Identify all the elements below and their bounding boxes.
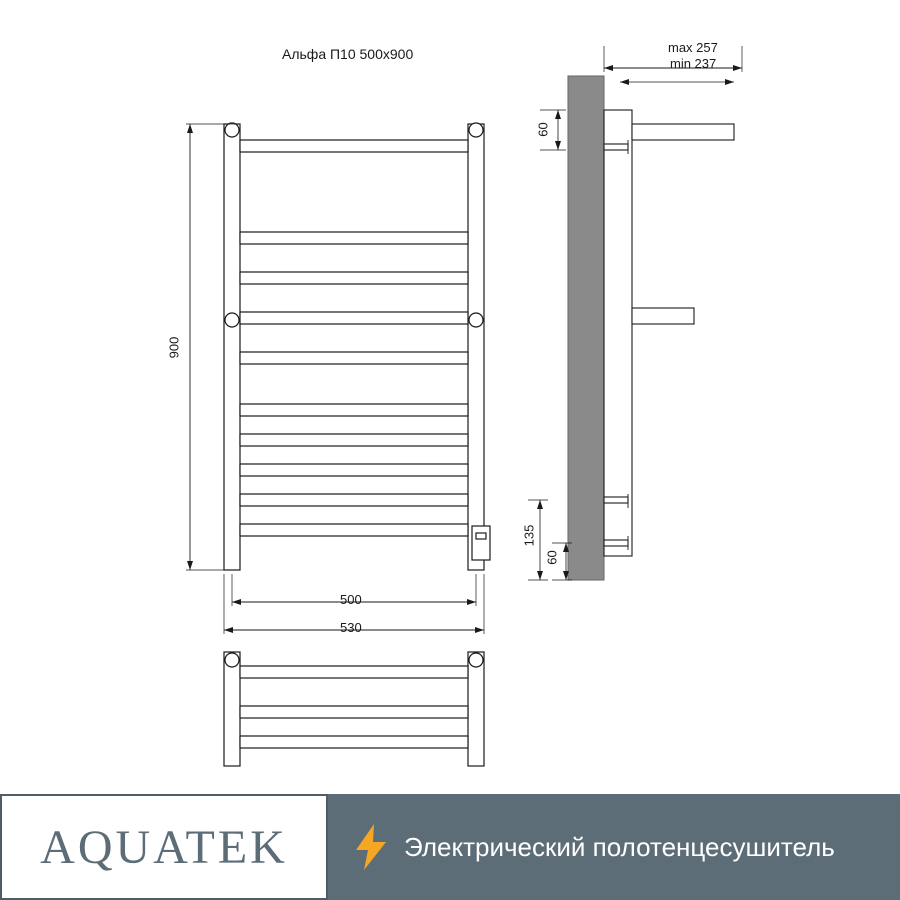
dim-depth-min-label: min 237 [670, 56, 717, 71]
dim-top-offset-label: 60 [535, 122, 551, 137]
front-view [224, 123, 490, 570]
dim-depth-max-label: max 257 [668, 40, 718, 55]
front-mounts [225, 123, 483, 327]
footer-bar [0, 794, 900, 900]
footer-caption: Электрический полотенцесушитель [404, 831, 835, 862]
dim-width-outer-label: 530 [340, 620, 362, 635]
dim-width-inner-label: 500 [340, 592, 362, 607]
brand-name: AQUATEK [40, 820, 288, 874]
front-left-rail [224, 124, 240, 570]
front-right-rail [468, 124, 484, 570]
lightning-bolt-icon [354, 824, 388, 870]
front-bars [240, 140, 468, 536]
front-control-module [472, 526, 490, 560]
drawing-title: Альфа П10 500x900 [282, 46, 414, 62]
dim-bottom-offset-label: 60 [544, 550, 560, 565]
caption-panel [328, 794, 900, 900]
top-view [224, 652, 484, 766]
dim-bottom-height-label: 135 [521, 524, 537, 547]
dim-height-label: 900 [166, 336, 182, 359]
side-view [568, 76, 734, 580]
brand-panel [0, 794, 328, 900]
